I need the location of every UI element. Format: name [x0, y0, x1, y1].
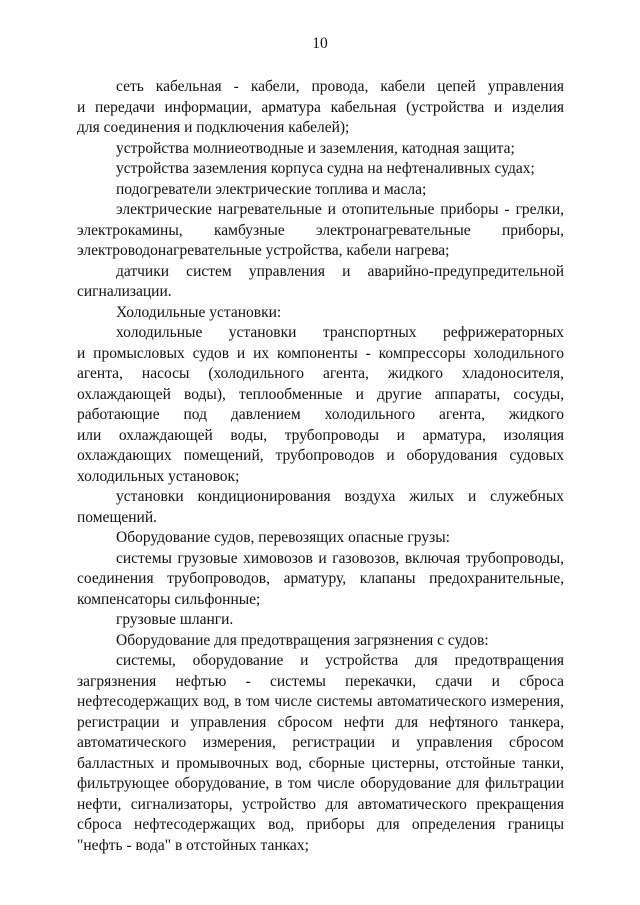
text-line: агента, насосы (холодильного агента, жидкого хладоносителя, — [77, 365, 564, 382]
paragraph — [77, 77, 564, 139]
page-number: 10 — [312, 35, 328, 52]
text-line: нефти, сигнализаторы, устройство для автоматического прекращения — [77, 795, 564, 813]
paragraph — [77, 528, 564, 549]
paragraph — [77, 159, 564, 180]
paragraph — [77, 200, 564, 262]
text-line: датчики систем управления и аварийно-предупредительной — [116, 262, 564, 280]
paragraph — [77, 487, 564, 528]
text-line: холодильных установок; — [77, 467, 240, 485]
text-line: устройства молниеотводные и заземления, катодная защита; — [116, 139, 515, 157]
text-line: электрокамины, камбузные электронагревательные приборы, — [77, 221, 564, 239]
text-line: Холодильные установки: — [116, 303, 282, 321]
document-body — [77, 77, 564, 856]
text-line: и передачи информации, арматура кабельная (устройства и изделия — [77, 98, 564, 116]
text-line: автоматического измерения, регистрации и управления сбросом — [77, 734, 564, 751]
paragraph — [77, 262, 564, 303]
text-line: и промысловых судов и их компоненты - компрессоры холодильного — [77, 344, 564, 362]
text-line: компенсаторы сильфонные; — [77, 590, 261, 608]
text-line: фильтрующее оборудование, в том числе оборудование для фильтрации — [77, 775, 564, 792]
text-line: соединения трубопроводов, арматуру, клапаны предохранительные, — [77, 570, 564, 587]
text-line: холодильные установки транспортных рефрижераторных — [116, 324, 564, 341]
paragraph — [77, 180, 564, 201]
text-line: регистрации и управления сбросом нефти для нефтяного танкера, — [77, 713, 564, 731]
text-line: грузовые шланги. — [116, 611, 234, 628]
text-line: сеть кабельная - кабели, провода, кабели цепей управления — [116, 78, 564, 95]
paragraph — [77, 549, 564, 611]
text-line: сигнализации. — [77, 283, 172, 300]
text-line: системы, оборудование и устройства для предотвращения — [116, 652, 564, 669]
text-line: системы грузовые химовозов и газовозов, включая трубопроводы, — [116, 549, 564, 567]
paragraph — [77, 610, 564, 631]
text-line: или охлаждающей воды, трубопроводы и арматура, изоляция — [77, 426, 564, 444]
text-line: охлаждающей воды), теплообменные и другие аппараты, сосуды, — [77, 385, 564, 403]
text-line: помещений. — [77, 508, 158, 526]
text-line: электроводонагревательные устройства, кабели нагрева; — [77, 242, 450, 259]
paragraph — [77, 631, 564, 652]
text-line: охлаждающих помещений, трубопроводов и оборудования судовых — [77, 447, 564, 464]
paragraph — [77, 323, 564, 487]
text-line: нефтесодержащих вод, в том числе системы автоматического измерения, — [77, 693, 564, 710]
text-line: электрические нагревательные и отопительные приборы - грелки, — [116, 201, 564, 218]
text-line: Оборудование судов, перевозящих опасные грузы: — [116, 529, 450, 546]
paragraph — [77, 139, 564, 160]
text-line: "нефть - вода" в отстойных танках; — [77, 836, 309, 854]
text-line: установки кондиционирования воздуха жилых и служебных — [116, 488, 564, 505]
text-line: работающие под давлением холодильного агента, жидкого — [77, 406, 564, 423]
text-line: балластных и промывочных вод, сборные цистерны, отстойные танки, — [77, 754, 564, 772]
text-line: для соединения и подключения кабелей); — [77, 119, 350, 136]
paragraph — [77, 651, 564, 856]
paragraph — [77, 303, 564, 324]
text-line: сброса нефтесодержащих вод, приборы для определения границы — [77, 816, 564, 833]
text-line: устройства заземления корпуса судна на нефтеналивных судах; — [116, 160, 535, 177]
text-line: загрязнения нефтью - системы перекачки, сдачи и сброса — [77, 672, 564, 690]
text-line: Оборудование для предотвращения загрязнения с судов: — [116, 631, 489, 649]
text-line: подогреватели электрические топлива и масла; — [116, 180, 427, 198]
